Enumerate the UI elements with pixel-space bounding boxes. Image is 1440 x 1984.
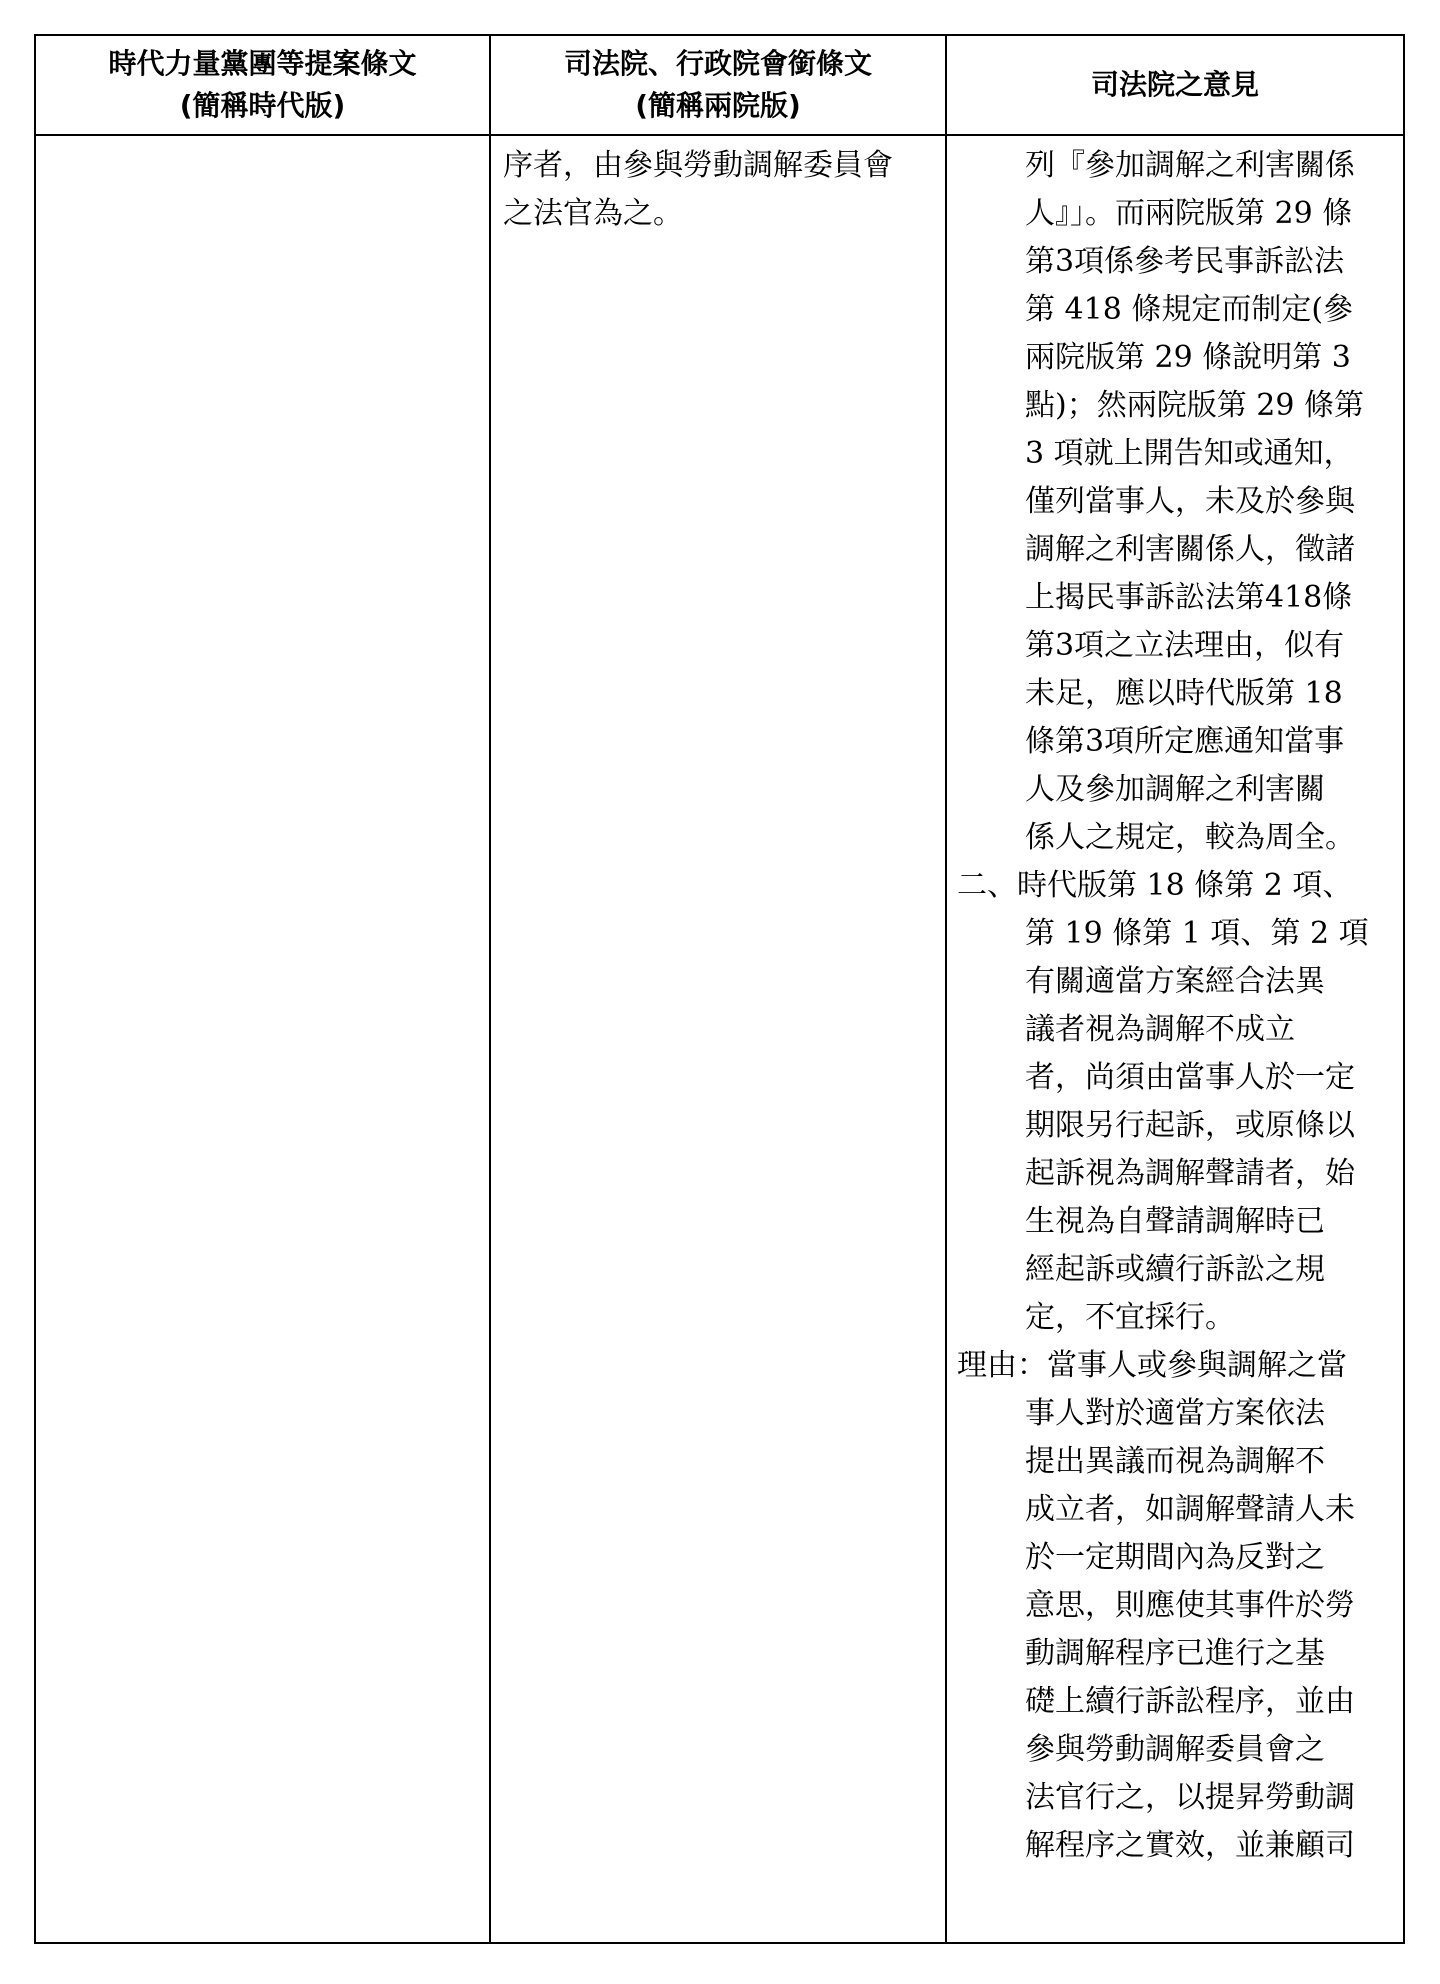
text-line: 者，尚須由當事人於一定	[1025, 1060, 1355, 1095]
text-line: 第3項係參考民事訴訟法	[1025, 244, 1345, 279]
text-line: 列『參加調解之利害關係	[1025, 148, 1355, 183]
text-line: 經起訴或續行訴訟之規	[1025, 1252, 1325, 1287]
text-line: 意思，則應使其事件於勞	[1025, 1588, 1355, 1623]
text-line: 成立者，如調解聲請人未	[1025, 1492, 1355, 1527]
text-line: 第 418 條規定而制定(參	[1025, 292, 1354, 327]
text-line: 3 項就上開告知或通知，	[1025, 436, 1354, 471]
text-line: 二、時代版第 18 條第 2 項、	[957, 868, 1353, 903]
text-line: 兩院版第 29 條說明第 3	[1025, 340, 1351, 375]
text-line: 未足，應以時代版第 18	[1025, 676, 1343, 711]
table-row	[35, 135, 1404, 1943]
cell-1-text	[36, 136, 489, 142]
text-line: 事人對於適當方案依法	[1025, 1396, 1325, 1431]
text-line: 係人之規定，較為周全。	[1025, 820, 1355, 855]
cell-two-yuan-version	[490, 135, 946, 1943]
text-line: 定，不宜採行。	[1025, 1300, 1235, 1335]
text-line: 第3項之立法理由，似有	[1025, 628, 1345, 663]
text-line: 第 19 條第 1 項、第 2 項	[1025, 916, 1369, 951]
text-line: 人』」。而兩院版第 29 條	[1025, 196, 1353, 231]
header-time-power-version	[35, 35, 490, 135]
text-line: 動調解程序已進行之基	[1025, 1636, 1325, 1671]
text-line: 提出異議而視為調解不	[1025, 1444, 1325, 1479]
text-line: 參與勞動調解委員會之	[1025, 1732, 1325, 1767]
text-line: 條第3項所定應通知當事	[1025, 724, 1345, 759]
header-2-line1: 司法院、行政院會銜條文	[563, 47, 872, 80]
header-1-line2: (簡稱時代版)	[179, 89, 346, 122]
header-3-line1: 司法院之意見	[1090, 68, 1259, 101]
text-line: 調解之利害關係人，徵諸	[1025, 532, 1355, 567]
cell-2-text	[491, 136, 945, 238]
header-2-line2: (簡稱兩院版)	[635, 89, 801, 122]
text-line: 僅列當事人，未及於參與	[1025, 484, 1355, 519]
text-line: 之法官為之。	[503, 196, 683, 231]
text-line: 於一定期間內為反對之	[1025, 1540, 1325, 1575]
text-line: 議者視為調解不成立	[1025, 1012, 1295, 1047]
text-line: 生視為自聲請調解時已	[1025, 1204, 1325, 1239]
text-line: 起訴視為調解聲請者，始	[1025, 1156, 1355, 1191]
text-line: 序者，由參與勞動調解委員會	[503, 148, 893, 183]
text-line: 期限另行起訴，或原條以	[1025, 1108, 1355, 1143]
header-1-line1: 時代力量黨團等提案條文	[108, 47, 417, 80]
text-line: 上揭民事訴訟法第418條	[1025, 580, 1353, 615]
comparison-table	[34, 34, 1405, 1944]
text-line: 解程序之實效，並兼顧司	[1025, 1828, 1355, 1863]
text-line: 法官行之，以提昇勞動調	[1025, 1780, 1355, 1815]
header-judicial-yuan-opinion	[946, 35, 1404, 135]
text-line: 礎上續行訴訟程序，並由	[1025, 1684, 1355, 1719]
cell-3-text	[947, 136, 1403, 1870]
cell-time-power-version	[35, 135, 490, 1943]
header-two-yuan-version	[490, 35, 946, 135]
table-header-row	[35, 35, 1404, 135]
text-line: 有關適當方案經合法異	[1025, 964, 1325, 999]
text-line: 理由：當事人或參與調解之當	[957, 1348, 1347, 1383]
cell-judicial-yuan-opinion	[946, 135, 1404, 1943]
text-line: 人及參加調解之利害關	[1025, 772, 1325, 807]
text-line: 點)；然兩院版第 29 條第	[1025, 388, 1364, 423]
